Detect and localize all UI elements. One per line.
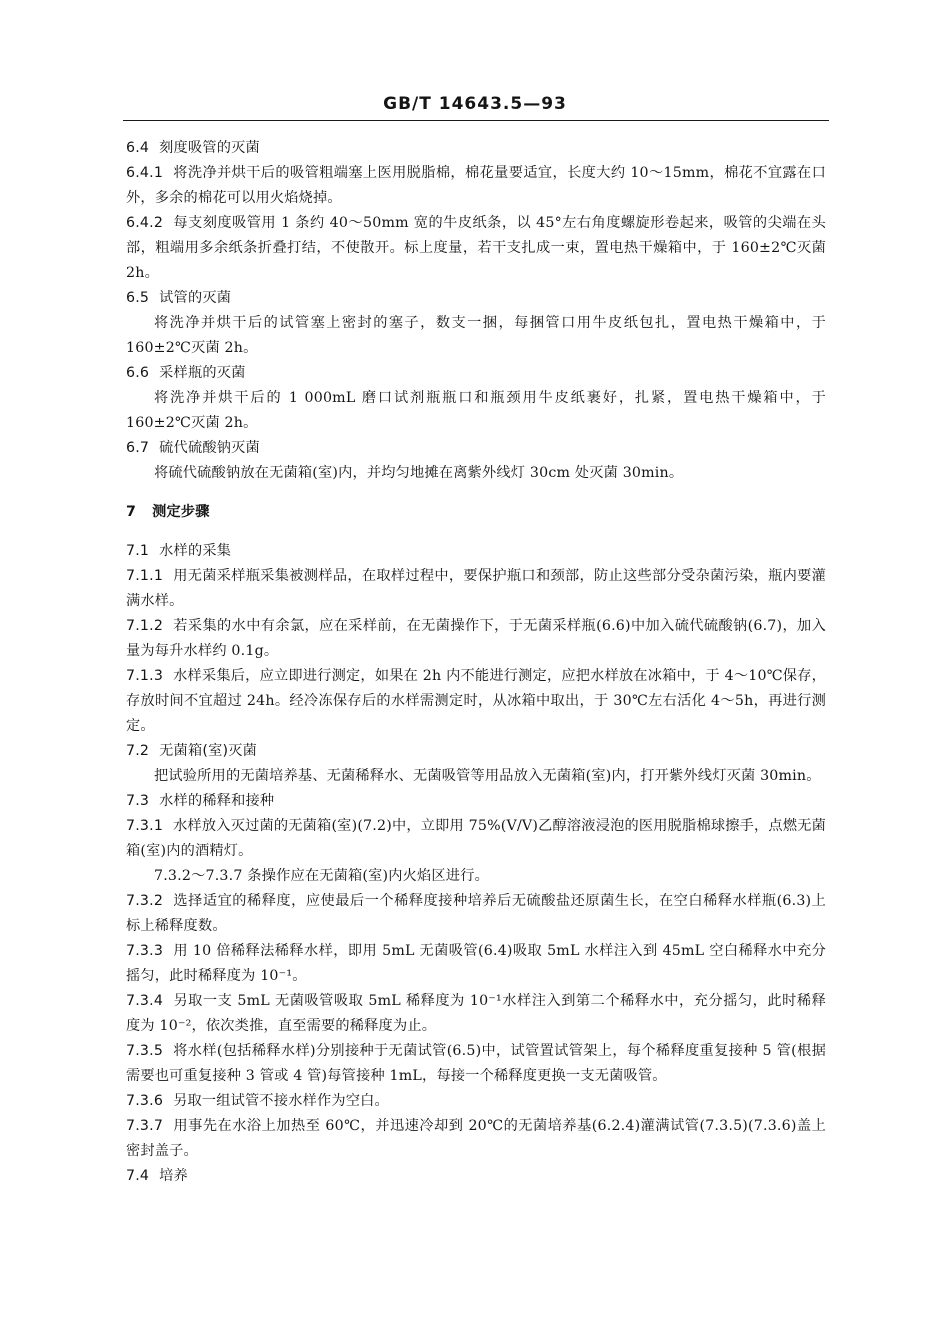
heading-7-3: 7.3 水样的稀释和接种 xyxy=(126,793,275,809)
clause-7-1-1: 7.1.1 用无菌采样瓶采集被测样品，在取样过程中，要保护瓶口和颈部，防止这些部分受杂菌污染，瓶内要灌满水样。 xyxy=(126,568,826,609)
paragraph-7-3-note: 7.3.2～7.3.7 条操作应在无菌箱(室)内火焰区进行。 xyxy=(154,868,489,884)
clause-7-3-6: 7.3.6 另取一组试管不接水样作为空白。 xyxy=(126,1093,389,1109)
document-body xyxy=(126,136,826,1189)
section-7-heading: 7 测定步骤 xyxy=(126,504,210,520)
header-rule xyxy=(123,120,829,121)
paragraph-6-5-body: 将洗净并烘干后的试管塞上密封的塞子，数支一捆，每捆管口用牛皮纸包扎，置电热干燥箱中，于 160±2℃灭菌 2h。 xyxy=(126,315,826,356)
clause-7-3-4: 7.3.4 另取一支 5mL 无菌吸管吸取 5mL 稀释度为 10⁻¹水样注入到第二个稀释水中，充分摇匀，此时稀释度为 10⁻²，依次类推，直至需要的稀释度为止。 xyxy=(126,993,826,1034)
clause-7-1-3: 7.1.3 水样采集后，应立即进行测定，如果在 2h 内不能进行测定，应把水样放在冰箱中，于 4～10℃保存，存放时间不宜超过 24h。经冷冻保存后的水样需测定时，从冰箱中取出，于 30℃左右活化 4～5h，再进行测定。 xyxy=(126,668,826,734)
heading-6-6: 6.6 采样瓶的灭菌 xyxy=(126,365,246,381)
clause-7-1-2: 7.1.2 若采集的水中有余氯，应在采样前，在无菌操作下，于无菌采样瓶(6.6)中加入硫代硫酸钠(6.7)，加入量为每升水样约 0.1g。 xyxy=(126,618,826,659)
heading-6-4: 6.4 刻度吸管的灭菌 xyxy=(126,140,260,156)
heading-7-4: 7.4 培养 xyxy=(126,1168,188,1184)
clause-6-4-1: 6.4.1 将洗净并烘干后的吸管粗端塞上医用脱脂棉，棉花量要适宜，长度大约 10～15mm，棉花不宜露在口外，多余的棉花可以用火焰烧掉。 xyxy=(126,165,826,206)
standard-code-header: GB/T 14643.5—93 xyxy=(383,94,567,114)
heading-6-5: 6.5 试管的灭菌 xyxy=(126,290,232,306)
paragraph-6-6-body: 将洗净并烘干后的 1 000mL 磨口试剂瓶瓶口和瓶颈用牛皮纸裹好，扎紧，置电热干燥箱中，于 160±2℃灭菌 2h。 xyxy=(126,390,826,431)
paragraph-6-7-body: 将硫代硫酸钠放在无菌箱(室)内，并均匀地摊在离紫外线灯 30cm 处灭菌 30min。 xyxy=(154,465,684,481)
heading-7-2: 7.2 无菌箱(室)灭菌 xyxy=(126,743,257,759)
clause-6-4-2: 6.4.2 每支刻度吸管用 1 条约 40～50mm 宽的牛皮纸条，以 45°左右角度螺旋形卷起来，吸管的尖端在头部，粗端用多余纸条折叠打结，不使散开。标上度量，若干支扎成一束，置电热干燥箱中，于 160±2℃灭菌 2h。 xyxy=(126,215,826,281)
heading-7-1: 7.1 水样的采集 xyxy=(126,543,232,559)
clause-7-3-1: 7.3.1 水样放入灭过菌的无菌箱(室)(7.2)中，立即用 75%(V/V)乙醇溶液浸泡的医用脱脂棉球擦手，点燃无菌箱(室)内的酒精灯。 xyxy=(126,818,826,859)
paragraph-7-2-body: 把试验所用的无菌培养基、无菌稀释水、无菌吸管等用品放入无菌箱(室)内，打开紫外线灯灭菌 30min。 xyxy=(154,768,821,784)
clause-7-3-3: 7.3.3 用 10 倍稀释法稀释水样，即用 5mL 无菌吸管(6.4)吸取 5mL 水样注入到 45mL 空白稀释水中充分摇匀，此时稀释度为 10⁻¹。 xyxy=(126,943,826,984)
clause-7-3-5: 7.3.5 将水样(包括稀释水样)分别接种于无菌试管(6.5)中，试管置试管架上，每个稀释度重复接种 5 管(根据需要也可重复接种 3 管或 4 管)每管接种 1mL，每接一个稀释度更换一支无菌吸管。 xyxy=(126,1043,826,1084)
clause-7-3-7: 7.3.7 用事先在水浴上加热至 60℃，并迅速冷却到 20℃的无菌培养基(6.2.4)灌满试管(7.3.5)(7.3.6)盖上密封盖子。 xyxy=(126,1118,826,1159)
heading-6-7: 6.7 硫代硫酸钠灭菌 xyxy=(126,440,260,456)
clause-7-3-2: 7.3.2 选择适宜的稀释度，应使最后一个稀释度接种培养后无硫酸盐还原菌生长，在空白稀释水样瓶(6.3)上标上稀释度数。 xyxy=(126,893,826,934)
